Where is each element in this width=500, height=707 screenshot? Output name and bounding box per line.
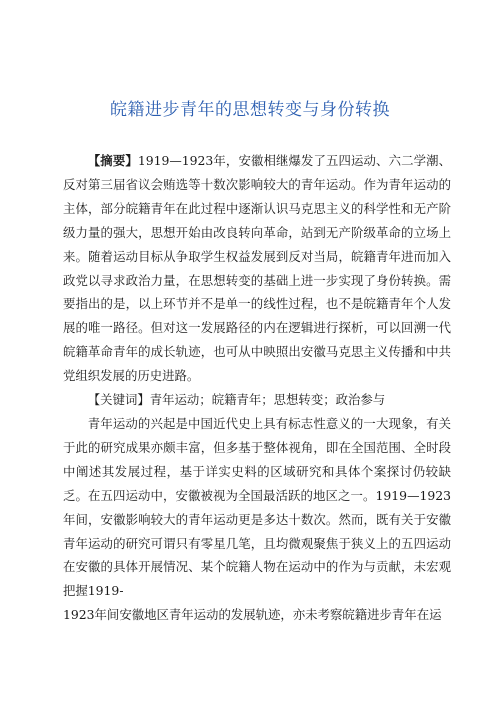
abstract-paragraph xyxy=(63,149,451,388)
body-paragraph: 青年运动的兴起是中国近代史上具有标志性意义的一大现象，有关于此的研究成果亦颇丰富，但多基于整体视角，即在全国范围、全时段中阐述其发展过程，基于详实史料的区域研究和具体个案探讨仍较缺乏。在五四运动中，安徽被视为全国最活跃的地区之一。1919—1923年间，安徽影响较大的青年运动更是多达十数次。然而，既有关于安徽青年运动的研究可谓只有零星几笔，且均微观聚焦于狭义上的五四运动在安徽的具体开展情况、某个皖籍人物在运动中的作为与贡献，未宏观把握1919- xyxy=(63,415,451,599)
abstract-text: 1919—1923年，安徽相继爆发了五四运动、六二学潮、反对第三届省议会贿选等十数次影响较大的青年运动。作为青年运动的主体，部分皖籍青年在此过程中逐渐认识马克思主义的科学性和无产阶级力量的强大，思想开始由改良转向革命，站到无产阶级革命的立场上来。随着运动目标从争取学生权益发展到反对当局，皖籍青年进而加入政党以寻求政治力量，在思想转变的基础上进一步实现了身份转换。需要指出的是，以上环节并不是单一的线性过程，也不是皖籍青年个人发展的唯一路径。但对这一发展路径的内在逻辑进行探析，可以回溯一代皖籍革命青年的成长轨迹，也可从中映照出安徽马克思主义传播和中共党组织发展的历史进路。 xyxy=(63,153,451,384)
keywords-paragraph xyxy=(63,388,451,412)
abstract-label: 【摘要】 xyxy=(87,153,138,168)
document-body xyxy=(63,149,451,627)
keywords-label: 【关键词】 xyxy=(87,392,150,408)
keywords-text: 青年运动；皖籍青年；思想转变；政治参与 xyxy=(149,392,386,408)
body-paragraph-continued: 1923年间安徽地区青年运动的发展轨迹，亦未考察皖籍进步青年在运 xyxy=(63,607,442,623)
document-title: 皖籍进步青年的思想转变与身份转换 xyxy=(110,100,390,120)
